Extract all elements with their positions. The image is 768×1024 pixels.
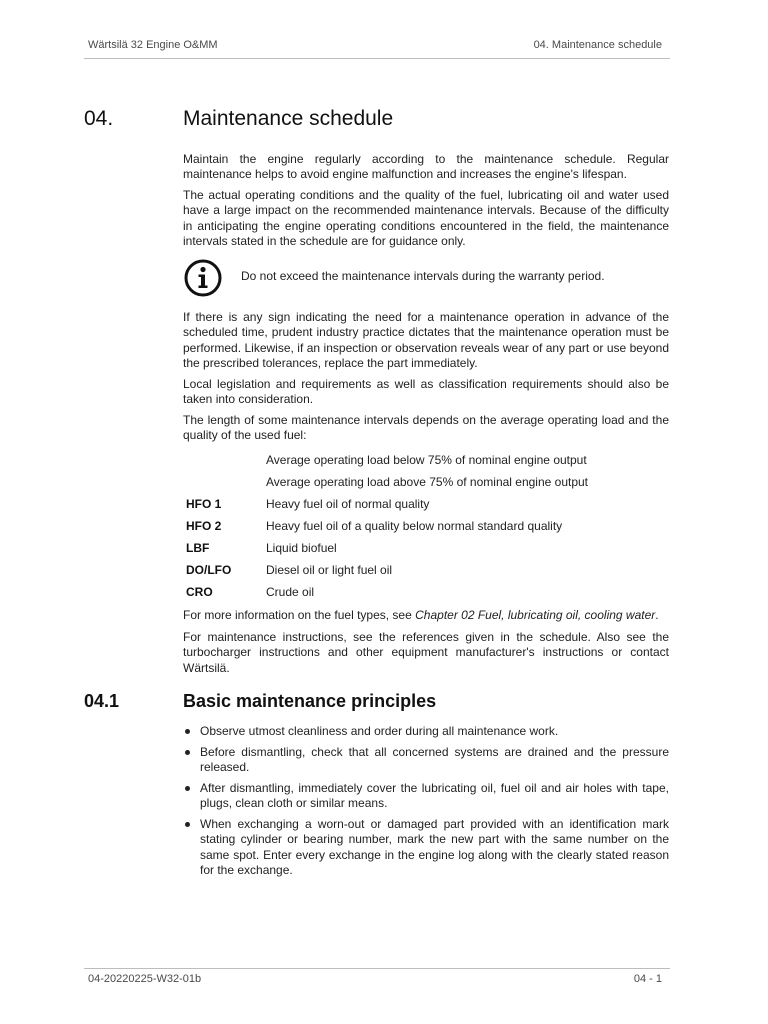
more-info-prefix: For more information on the fuel types, see bbox=[183, 608, 416, 622]
fuel-abbr: HFO 1 bbox=[186, 497, 222, 511]
instructions-paragraph: For maintenance instructions, see the references given in the schedule. Also see the turbocharger instructions and other equipment manufacturer's instructions or contact Wärtsilä. bbox=[183, 630, 669, 675]
info-note-text: Do not exceed the maintenance intervals during the warranty period. bbox=[241, 269, 605, 283]
list-item-text: After dismantling, immediately cover the lubricating oil, fuel oil and air holes with tape, plugs, clean cloth or similar means. bbox=[200, 780, 669, 811]
fuel-desc: Liquid biofuel bbox=[266, 541, 337, 555]
load-row-above: Average operating load above 75% of nominal engine output bbox=[266, 475, 589, 489]
list-item bbox=[183, 745, 669, 776]
header-right: 04. Maintenance schedule bbox=[533, 39, 662, 51]
header-left: Wärtsilä 32 Engine O&MM bbox=[88, 39, 218, 51]
fuel-abbr: HFO 2 bbox=[186, 519, 222, 533]
subsection-title: Basic maintenance principles bbox=[183, 691, 437, 711]
load-row-below: Average operating load below 75% of nominal engine output bbox=[266, 453, 587, 467]
list-item bbox=[183, 724, 669, 739]
bullet-icon bbox=[185, 729, 190, 734]
list-item-text: Observe utmost cleanliness and order during all maintenance work. bbox=[200, 724, 559, 738]
principles-list bbox=[183, 724, 669, 884]
fuel-abbr: LBF bbox=[186, 541, 210, 555]
body-paragraph-1: If there is any sign indicating the need for a maintenance operation in advance of the scheduled time, prudent industry practice dictates that the maintenance operation must be performed. Likewise, if an inspection or observation reveals wear of any part or use beyond the prescribed tolerances, replace the part immediately. bbox=[183, 310, 669, 370]
fuel-desc: Crude oil bbox=[266, 585, 315, 599]
fuel-abbr: CRO bbox=[186, 585, 213, 599]
list-item-text: When exchanging a worn-out or damaged part provided with an identification mark stating cylinder or bearing number, mark the new part with the same number on the same spot. Enter every exchange in the engine log along with the clearly stated reason for the exchange. bbox=[200, 816, 669, 877]
body-paragraph-3: The length of some maintenance intervals depends on the average operating load and the quality of the used fuel: bbox=[183, 413, 669, 443]
intro-paragraph-2: The actual operating conditions and the quality of the fuel, lubricating oil and water used have a large impact on the recommended maintenance intervals. Because of the difficulty in anticipating the engine operating conditions encountered in the field, the maintenance intervals stated in the schedule are for guidance only. bbox=[183, 188, 669, 248]
fuel-desc: Heavy fuel oil of a quality below normal standard quality bbox=[266, 519, 563, 533]
body-paragraph-2: Local legislation and requirements as well as classification requirements should also be taken into consideration. bbox=[183, 377, 669, 407]
section-number: 04. bbox=[84, 107, 114, 130]
bullet-icon bbox=[185, 750, 190, 755]
info-note bbox=[183, 258, 669, 298]
fuel-desc: Heavy fuel oil of normal quality bbox=[266, 497, 430, 511]
list-item bbox=[183, 781, 669, 812]
intro-paragraph-1: Maintain the engine regularly according to the maintenance schedule. Regular maintenance helps to avoid engine malfunction and increases the engine's lifespan. bbox=[183, 152, 669, 182]
header-divider bbox=[84, 58, 670, 59]
chapter-reference-link[interactable]: Chapter 02 Fuel, lubricating oil, cooling water bbox=[415, 608, 656, 622]
footer-document-code: 04-20220225-W32-01b bbox=[88, 973, 202, 985]
fuel-desc: Diesel oil or light fuel oil bbox=[266, 563, 393, 577]
section-title: Maintenance schedule bbox=[183, 107, 394, 130]
footer-page-number: 04 - 1 bbox=[633, 973, 662, 985]
fuel-abbr: DO/LFO bbox=[186, 563, 232, 577]
list-item bbox=[183, 817, 669, 878]
bullet-icon bbox=[185, 822, 190, 827]
more-info-paragraph bbox=[183, 608, 669, 623]
list-item-text: Before dismantling, check that all concerned systems are drained and the pressure released. bbox=[200, 744, 669, 775]
footer-divider bbox=[84, 968, 670, 969]
info-icon bbox=[183, 258, 223, 298]
bullet-icon bbox=[185, 786, 190, 791]
more-info-suffix: . bbox=[655, 608, 659, 622]
subsection-number: 04.1 bbox=[84, 691, 120, 711]
